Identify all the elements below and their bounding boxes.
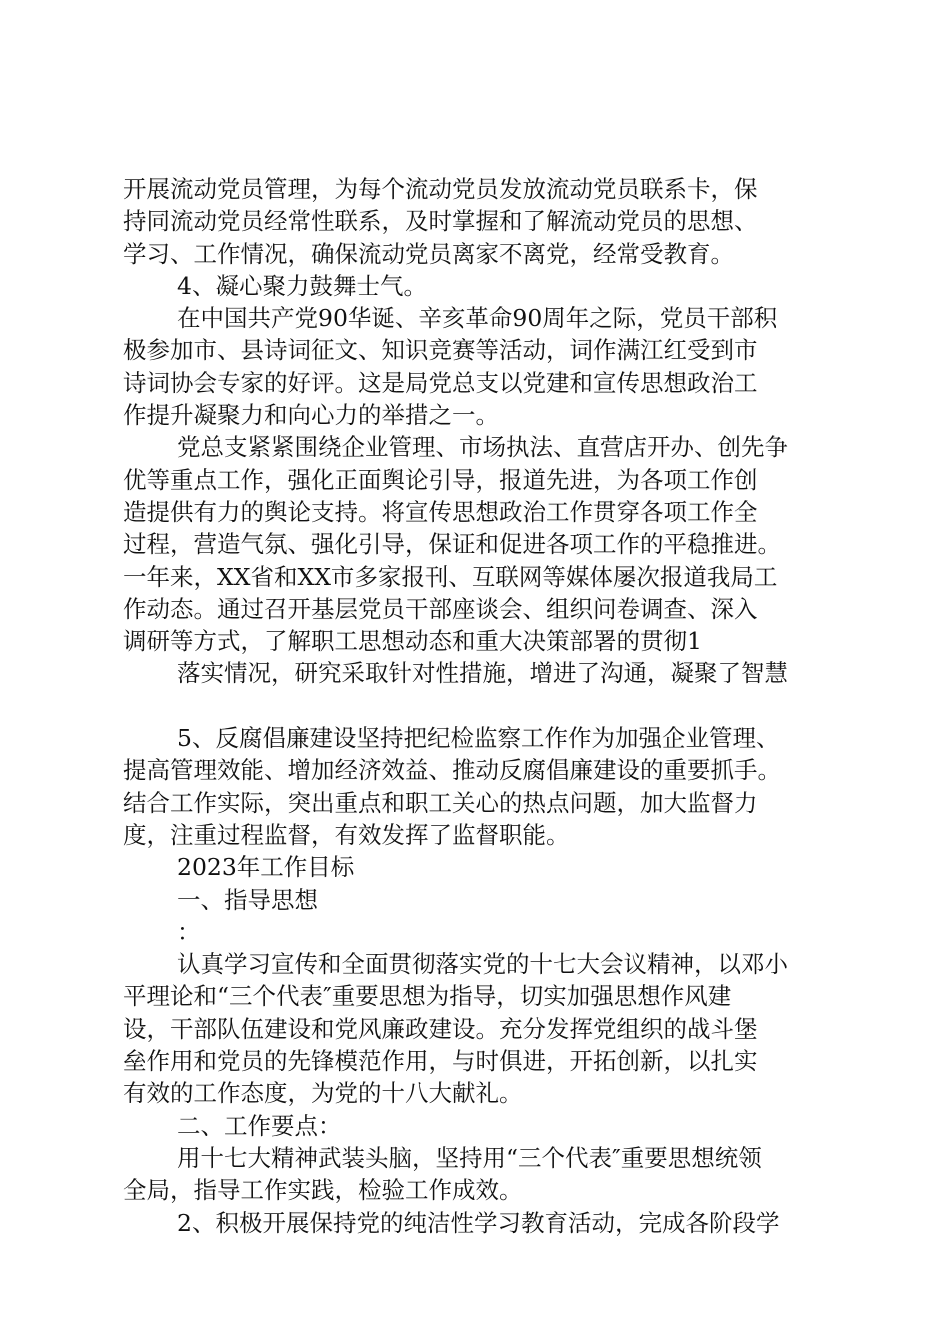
text-line: 调研等方式，了解职工思想动态和重大决策部署的贯彻1 [123,627,702,656]
paragraph-gap [123,690,833,722]
text-line: 设，干部队伍建设和党风廉政建设。充分发挥党组织的战斗堡 [123,1014,758,1043]
text-line: 垒作用和党员的先锋模范作用，与时俱进，开拓创新，以扎实 [123,1047,758,1076]
text-line: 在中国共产党90华诞、辛亥革命90周年之际，党员干部积 [177,304,778,333]
text-line: 学习、工作情况，确保流动党员离家不离党，经常受教育。 [123,239,734,268]
section-heading: 2023年工作目标 [177,853,355,882]
document-body [123,173,833,1239]
text-line: 全局，指导工作实践，检验工作成效。 [123,1176,523,1205]
text-line: 优等重点工作，强化正面舆论引导，报道先进，为各项工作创 [123,465,758,494]
text-line: 党总支紧紧围绕企业管理、市场执法、直营店开办、创先争 [177,433,788,462]
text-line: ： [177,917,201,946]
text-line: 平理论和“三个代表″重要思想为指导，切实加强思想作风建 [123,982,732,1011]
text-line: 有效的工作态度，为党的十八大献礼。 [123,1079,523,1108]
section-heading: 二、工作要点： [177,1111,342,1140]
text-line: 结合工作实际，突出重点和职工关心的热点问题，加大监督力 [123,788,758,817]
text-line: 持同流动党员经常性联系，及时掌握和了解流动党员的思想、 [123,207,758,236]
text-line: 一年来，XX省和XX市多家报刊、互联网等媒体屡次报道我局工 [123,562,778,591]
text-line: 度，注重过程监督，有效发挥了监督职能。 [123,820,570,849]
text-line: 5、反腐倡廉建设坚持把纪检监察工作作为加强企业管理、 [177,724,780,753]
text-line: 开展流动党员管理，为每个流动党员发放流动党员联系卡，保 [123,175,758,203]
text-line: 过程，营造气氛、强化引导，保证和促进各项工作的平稳推进。 [123,530,781,559]
text-line: 落实情况，研究采取针对性措施，增进了沟通，凝聚了智慧 [177,659,788,688]
section-heading: 一、指导思想 [177,885,318,914]
section-heading: 4、凝心聚力鼓舞士气。 [177,271,427,300]
text-line: 作动态。通过召开基层党员干部座谈会、组织问卷调查、深入 [123,594,758,623]
text-line: 认真学习宣传和全面贯彻落实党的十七大会议精神，以邓小 [177,950,788,979]
text-line: 提高管理效能、增加经济效益、推动反腐倡廉建设的重要抓手。 [123,756,781,785]
text-line: 2、积极开展保持党的纯洁性学习教育活动，完成各阶段学 [177,1208,780,1237]
text-line: 造提供有力的舆论支持。将宣传思想政治工作贯穿各项工作全 [123,497,758,526]
text-line: 极参加市、县诗词征文、知识竞赛等活动，词作满江红受到市 [123,336,758,365]
text-line: 诗词协会专家的好评。这是局党总支以党建和宣传思想政治工 [123,368,758,397]
text-line: 作提升凝聚力和向心力的举措之一。 [123,401,499,430]
text-line: 用十七大精神武装头脑，坚持用“三个代表″重要思想统领 [177,1143,762,1172]
